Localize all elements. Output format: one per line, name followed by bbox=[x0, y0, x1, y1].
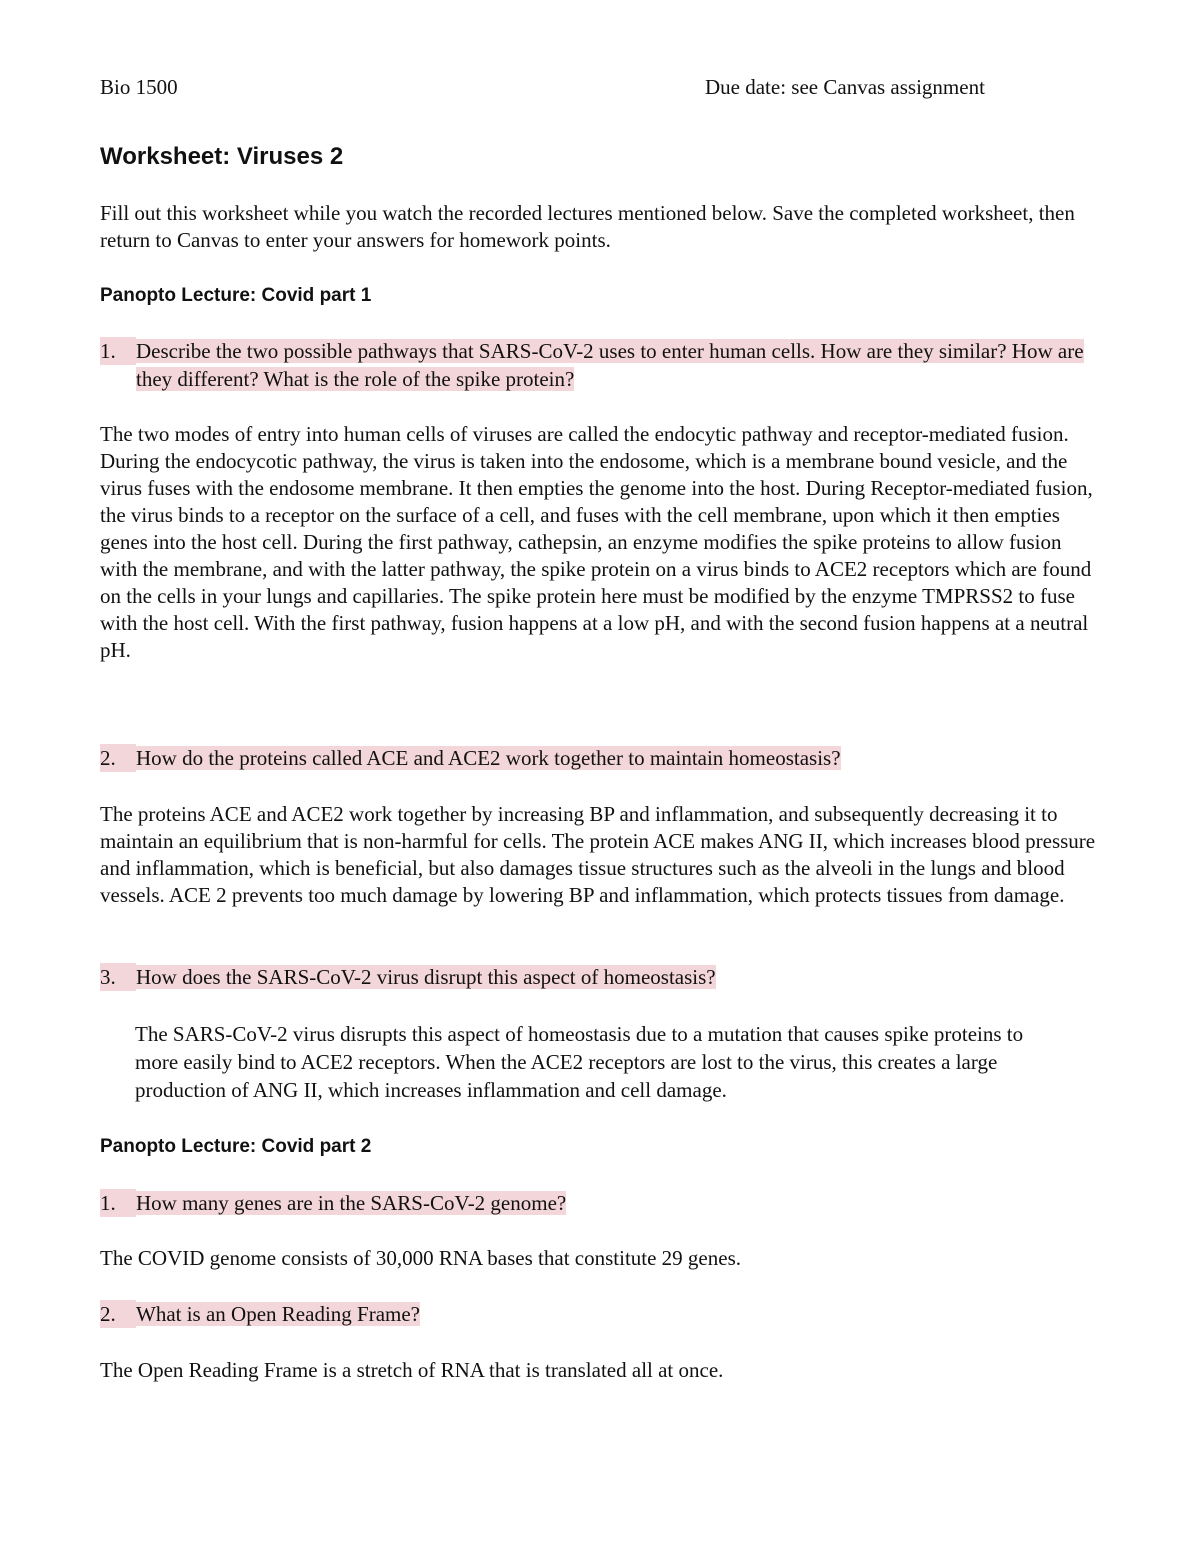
question-number: 3. bbox=[100, 963, 136, 991]
question-text: How many genes are in the SARS-CoV-2 genome? bbox=[136, 1191, 567, 1215]
question-text: Describe the two possible pathways that SARS-CoV-2 uses to enter human cells. How are they similar? How are they different? What is the role of the spike protein? bbox=[136, 339, 1084, 391]
page-title: Worksheet: Viruses 2 bbox=[100, 143, 344, 170]
answer-1-2: The proteins ACE and ACE2 work together by increasing BP and inflammation, and subsequently decreasing it to maintain an equilibrium that is non-harmful for cells. The protein ACE makes ANG II, which increases blood pressure and inflammation, which is beneficial, but also damages tissue structures such as the alveoli in the lungs and blood vessels. ACE 2 prevents too much damage by lowering BP and inflammation, which protects tissues from damage. bbox=[100, 802, 1096, 907]
answer-2-1: The COVID genome consists of 30,000 RNA bases that constitute 29 genes. bbox=[100, 1246, 741, 1270]
question-1-2 bbox=[100, 744, 1100, 772]
question-2-2 bbox=[100, 1300, 1100, 1328]
question-2-1 bbox=[100, 1189, 1100, 1217]
question-1-1 bbox=[100, 337, 1100, 393]
intro-text: Fill out this worksheet while you watch the recorded lectures mentioned below. Save the completed worksheet, then return to Canvas to enter your answers for homework points. bbox=[100, 201, 1075, 252]
answer-1-3: The SARS-CoV-2 virus disrupts this aspect of homeostasis due to a mutation that causes spike proteins to more easily bind to ACE2 receptors. When the ACE2 receptors are lost to the virus, this creates a large production of ANG II, which increases inflammation and cell damage. bbox=[135, 1022, 1024, 1102]
question-number: 2. bbox=[100, 744, 136, 772]
answer-2-2: The Open Reading Frame is a stretch of RNA that is translated all at once. bbox=[100, 1358, 724, 1382]
question-number: 2. bbox=[100, 1300, 136, 1328]
question-number: 1. bbox=[100, 337, 136, 365]
section-title-covid-part-1: Panopto Lecture: Covid part 1 bbox=[100, 285, 372, 306]
question-1-3 bbox=[100, 963, 1100, 991]
question-text: What is an Open Reading Frame? bbox=[136, 1302, 420, 1326]
question-text: How do the proteins called ACE and ACE2 work together to maintain homeostasis? bbox=[136, 746, 841, 770]
due-date-label: Due date: see Canvas assignment bbox=[705, 75, 985, 99]
question-number: 1. bbox=[100, 1189, 136, 1217]
answer-1-1: The two modes of entry into human cells of viruses are called the endocytic pathway and receptor-mediated fusion. During the endocycotic pathway, the virus is taken into the endosome, which is a membrane bound vesicle, and the virus fuses with the endosome membrane. It then empties the genome into the host. During Receptor-mediated fusion, the virus binds to a receptor on the surface of a cell, and fuses with the cell membrane, upon which it then empties genes into the host cell. During the first pathway, cathepsin, an enzyme modifies the spike proteins to allow fusion with the membrane, and with the latter pathway, the spike protein on a virus binds to ACE2 receptors which are found on the cells in your lungs and capillaries. The spike protein here must be modified by the enzyme TMPRSS2 to fuse with the host cell. With the first pathway, fusion happens at a low pH, and with the second fusion happens at a neutral pH. bbox=[100, 422, 1093, 662]
section-title-covid-part-2: Panopto Lecture: Covid part 2 bbox=[100, 1136, 372, 1157]
question-text: How does the SARS-CoV-2 virus disrupt this aspect of homeostasis? bbox=[136, 965, 716, 989]
course-label: Bio 1500 bbox=[100, 75, 178, 99]
